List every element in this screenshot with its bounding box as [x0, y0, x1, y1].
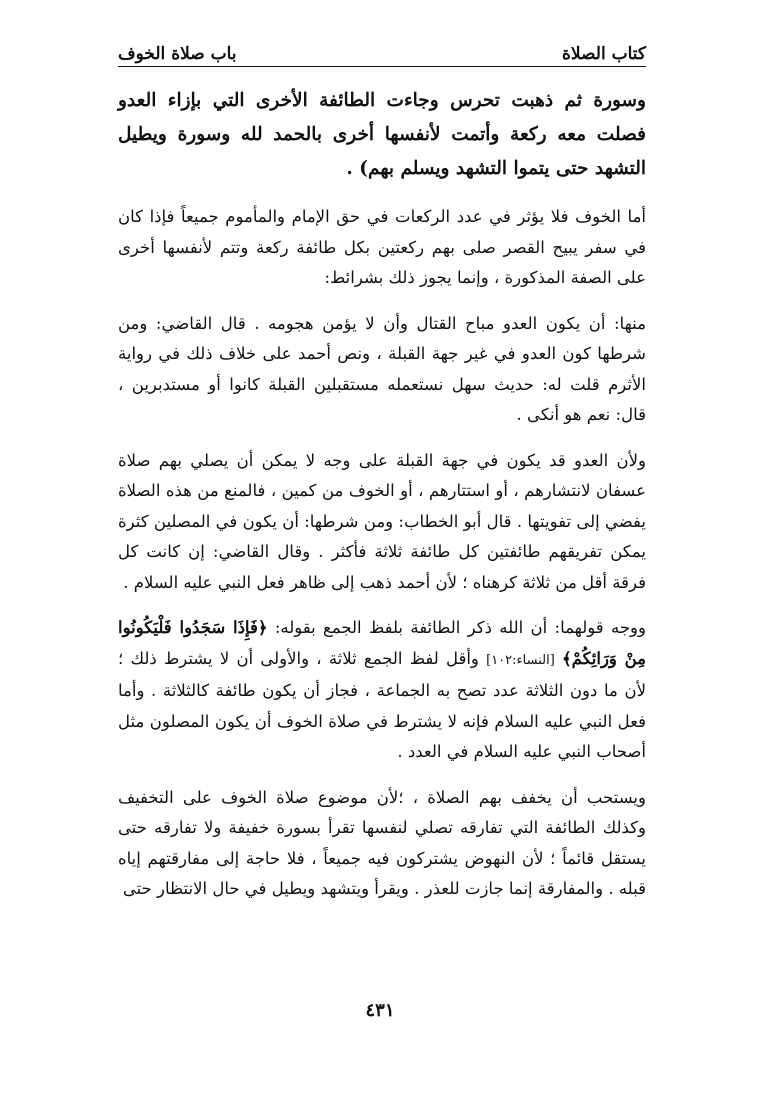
header-divider: [118, 66, 646, 67]
header-book-section: كتاب الصلاة: [561, 44, 646, 64]
header-chapter-title: باب صلاة الخوف: [118, 44, 237, 64]
verse-citation: [النساء:١٠٢]: [486, 652, 555, 668]
paragraph-plural-argument: [118, 613, 646, 768]
paragraph-plural-text-after: وأقل لفظ الجمع ثلاثة ، والأولى أن لا يشترط ذلك ؛ لأن ما دون الثلاثة عدد تصح به الجماعة ، فجاز أن يكون طائفة كالثلاثة . وأما فعل النبي عليه السلام فإنه لا يشترط في صلاة الخوف أن يكون المصلون مثل أصحاب النبي عليه السلام في العدد .: [118, 648, 646, 761]
paragraph-enemy-qibla: ولأن العدو قد يكون في جهة القبلة على وجه لا يمكن أن يصلي بهم صلاة عسفان لانتشارهم ، أو استتارهم ، أو الخوف من كمين ، فالمنع من هذه الصلاة يفضي إلى تفويتها . قال أبو الخطاب: ومن شرطها: أن يكون في المصلين كثرة يمكن تفريقهم طائفتين كل طائفة ثلاثة فأكثر . وقال القاضي: إن كانت كل فرقة أقل من ثلاثة كرهناه ؛ لأن أحمد ذهب إلى ظاهر فعل النبي عليه السلام .: [118, 450, 646, 592]
quran-verse: ﴿فَإِذَا سَجَدُوا فَلْيَكُونُوا مِنْ وَرَائِكُمْ﴾: [118, 618, 646, 668]
paragraph-fear-rakaat: أما الخوف فلا يؤثر في عدد الركعات في حق الإمام والمأموم جميعاً فإذا كان في سفر يبيح القصر صلى بهم ركعتين بكل طائفة ركعة وتتم لأنفسها أخرى على الصفة المذكورة ، وإنما يجوز ذلك بشرائط:: [118, 207, 646, 287]
paragraph-matn-excerpt: وسورة ثم ذهبت تحرس وجاءت الطائفة الأخرى التي بإزاء العدو فصلت معه ركعة وأتمت لأنفسها أخرى بالحمد لله وسورة ويطيل التشهد حتى يتموا التشهد ويسلم بهم) .: [118, 90, 646, 179]
body-text: [118, 84, 646, 920]
page-number: ٤٣١: [365, 1000, 395, 1021]
running-header: [118, 30, 646, 64]
paragraph-conditions: منها: أن يكون العدو مباح القتال وأن لا يؤمن هجومه . قال القاضي: ومن شرطها كون العدو في غير جهة القبلة ، ونص أحمد على خلاف ذلك في رواية الأثرم قلت له: حديث سهل نستعمله مستقبلين القبلة كانوا أو مستدبرين ، قال: نعم هو أنكى .: [118, 313, 646, 424]
paragraph-lighten-prayer: ويستحب أن يخفف بهم الصلاة ، ؛لأن موضوع صلاة الخوف على التخفيف وكذلك الطائفة التي تفارقه تصلي لنفسها تقرأ بسورة خفيفة ولا تفارقه حتى يستقل قائماً ؛ لأن النهوض يشتركون فيه جميعاً ، فلا حاجة إلى مفارقتهم إياه قبله . والمفارقة إنما جازت للعذر . ويقرأ ويتشهد ويطيل في حال الانتظار حتى: [118, 787, 646, 898]
paragraph-plural-text-before: ووجه قولهما: أن الله ذكر الطائفة بلفظ الجمع بقوله:: [274, 618, 646, 637]
